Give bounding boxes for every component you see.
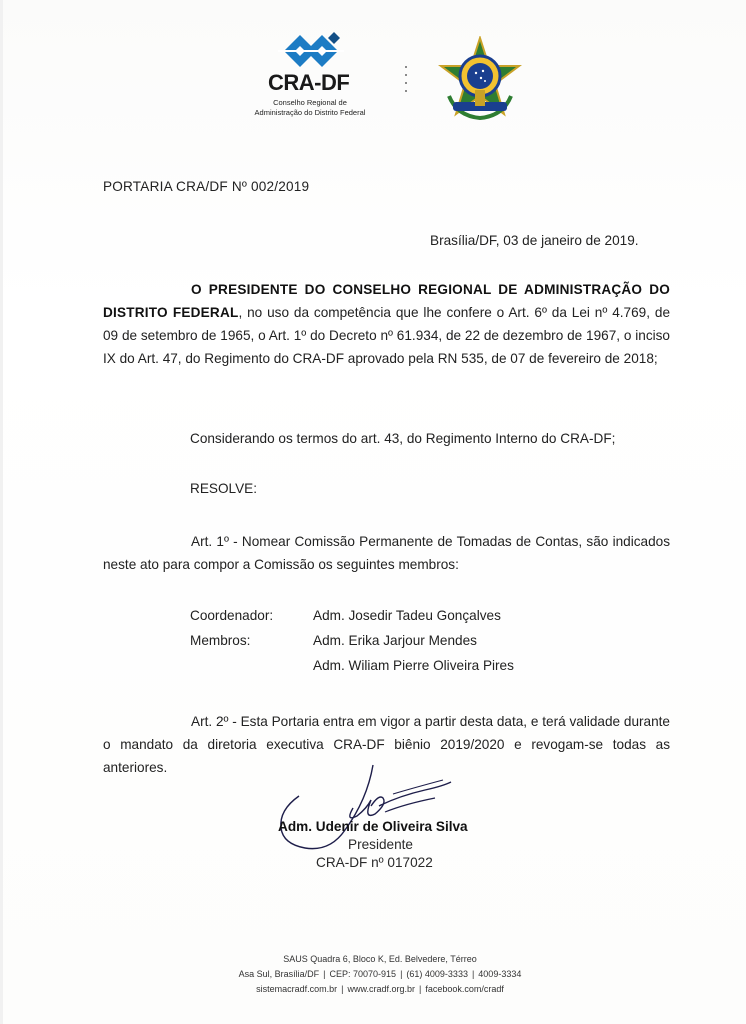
scan-edge	[0, 0, 3, 1024]
member-name: Adm. Wiliam Pierre Oliveira Pires	[313, 658, 514, 673]
preamble-paragraph	[103, 278, 670, 370]
member-names	[313, 603, 514, 678]
footer-line3: sistemacradf.com.br | www.cradf.org.br | facebook.com/cradf	[256, 984, 504, 994]
footer-phone: (61) 4009-3333	[406, 969, 468, 979]
members-label: Membros:	[190, 633, 251, 648]
footer-facebook: facebook.com/cradf	[425, 984, 504, 994]
logo-subtitle	[246, 98, 374, 118]
considering-paragraph: Considerando os termos do art. 43, do Regimento Interno do CRA-DF;	[190, 431, 616, 446]
member-name: Adm. Erika Jarjour Mendes	[313, 633, 477, 648]
signer-name: Adm. Udenir de Oliveira Silva	[278, 819, 468, 834]
member-roles	[190, 603, 273, 653]
dateline: Brasília/DF, 03 de janeiro de 2019.	[430, 233, 639, 248]
brazil-coat-of-arms-icon	[437, 36, 523, 122]
footer-city: Asa Sul, Brasília/DF	[238, 969, 320, 979]
footer-email: sistemacradf.com.br	[256, 984, 338, 994]
coordinator-name: Adm. Josedir Tadeu Gonçalves	[313, 608, 501, 623]
logo-subtitle-line1: Conselho Regional de	[273, 98, 347, 107]
footer-line2: Asa Sul, Brasília/DF | CEP: 70070-915 | (61) 4009-3333 | 4009-3334	[238, 969, 522, 979]
footer-phone2: 4009-3334	[478, 969, 522, 979]
article-1	[103, 530, 670, 576]
signer-role: Presidente	[348, 837, 413, 852]
article-2-text: Art. 2º - Esta Portaria entra em vigor a partir desta data, e terá validade durante o mandato da diretoria executiva CRA-DF biênio 2019/2020 e revogam-se todas as anteriores.	[103, 714, 670, 775]
footer-website: www.cradf.org.br	[347, 984, 415, 994]
signature-block	[278, 818, 498, 872]
logo-subtitle-line2: Administração do Distrito Federal	[254, 108, 366, 117]
cra-df-logo	[246, 32, 376, 124]
coordinator-label: Coordenador:	[190, 608, 274, 623]
resolve-heading: RESOLVE:	[190, 481, 257, 496]
preamble-bold: O PRESIDENTE DO CONSELHO REGIONAL DE ADMINISTRAÇÃO DO DISTRITO FEDERAL	[103, 282, 670, 320]
footer-cep: CEP: 70070-915	[329, 969, 397, 979]
footer-address: SAUS Quadra 6, Bloco K, Ed. Belvedere, Térreo	[283, 954, 477, 964]
signer-registration: CRA-DF nº 017022	[316, 855, 433, 870]
article-1-text: Art. 1º - Nomear Comissão Permanente de Tomadas de Contas, são indicados neste ato para compor a Comissão os seguintes membros:	[103, 534, 670, 572]
document-title: PORTARIA CRA/DF Nº 002/2019	[103, 179, 310, 194]
cra-diamond-icon	[268, 32, 354, 70]
footer-contact	[180, 952, 580, 997]
header-divider-dots	[405, 66, 407, 98]
preamble-text: , no uso da competência que lhe confere o Art. 6º da Lei nº 4.769, de 09 de setembro de 1965, o Art. 1º do Decreto nº 61.934, de 22 de dezembro de 1967, o inciso IX do Art. 47, do Regimento do CRA-DF aprovado pela RN 535, de 07 de fevereiro de 2018;	[103, 305, 670, 366]
logo-name: CRA-DF	[268, 70, 350, 95]
